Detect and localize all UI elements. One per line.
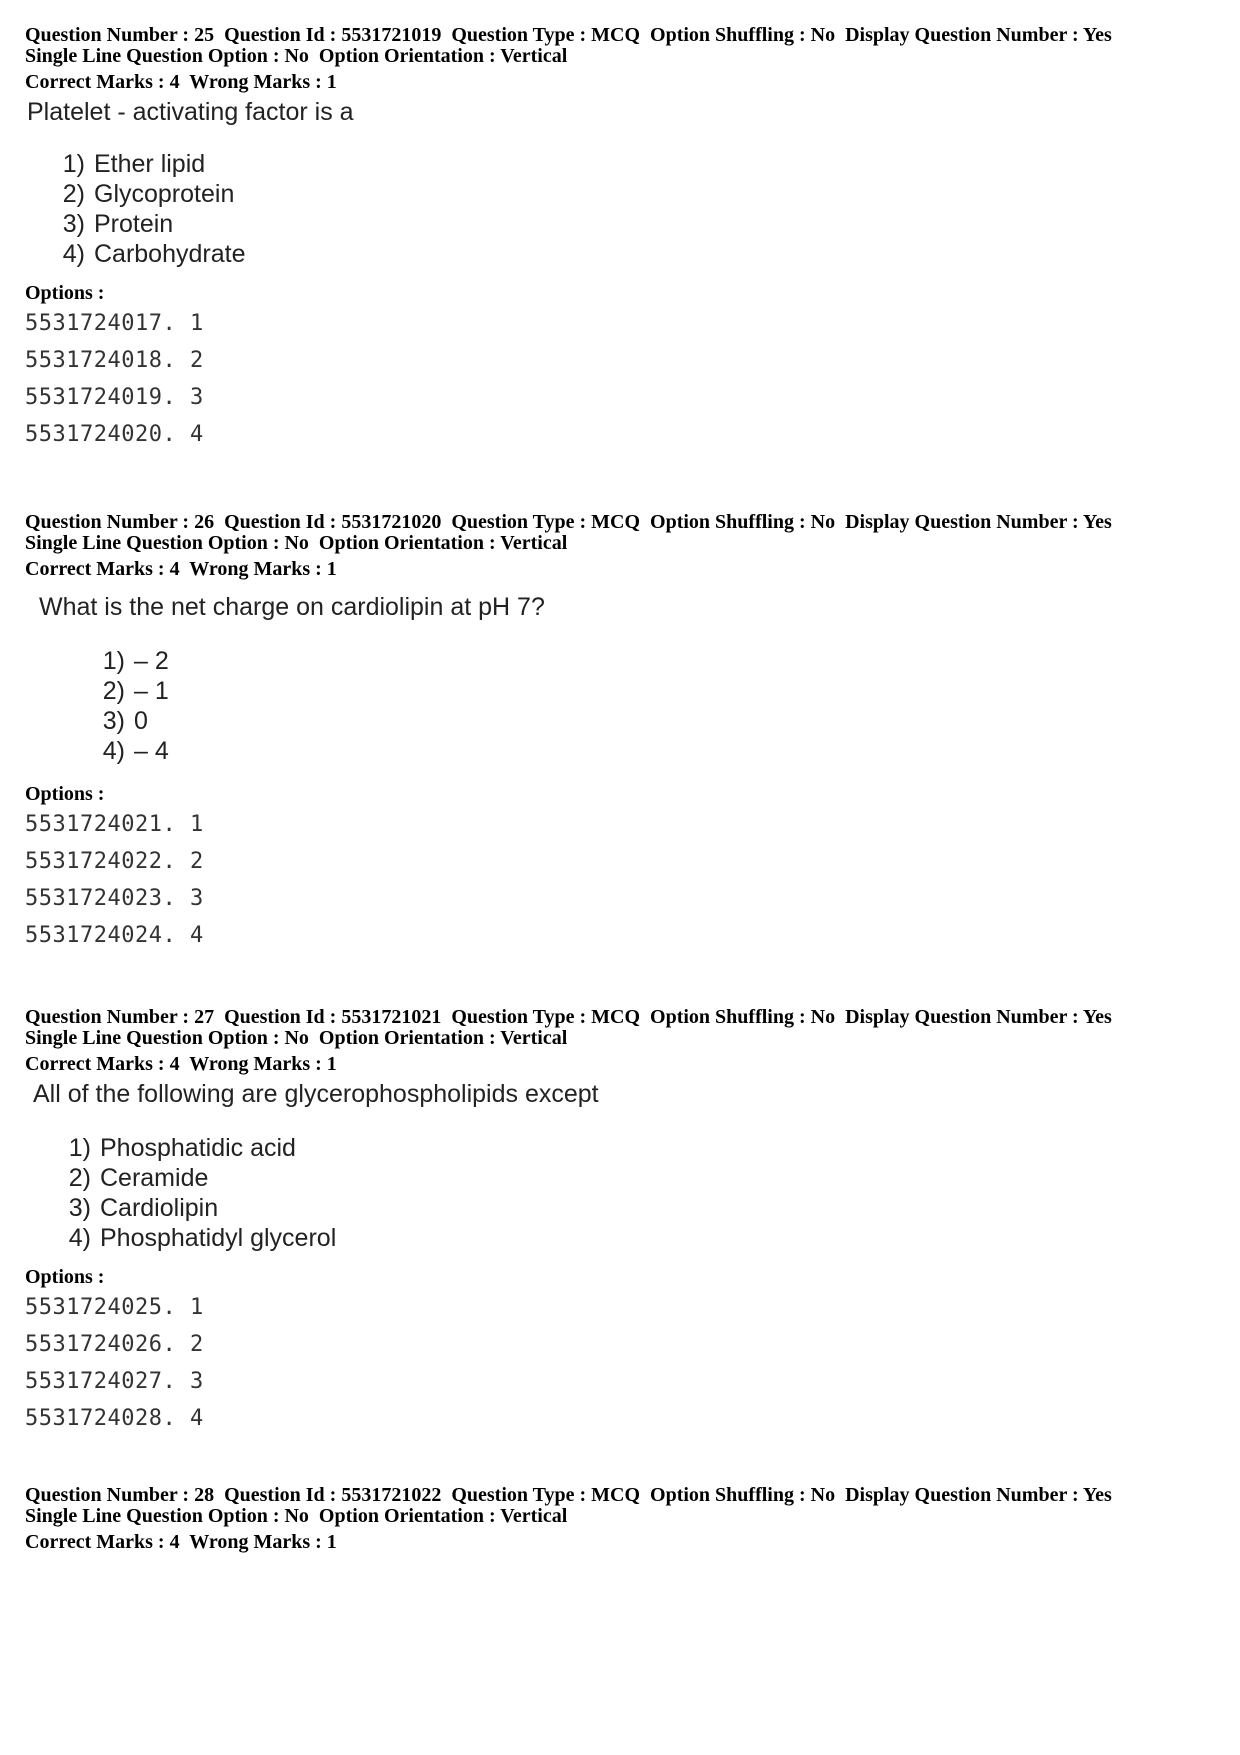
marks-line: Correct Marks : 4 Wrong Marks : 1 <box>25 71 337 93</box>
answer-choices <box>25 1133 1215 1253</box>
question-meta-line-2: Single Line Question Option : No Option Orientation : Vertical <box>25 532 568 554</box>
question-meta-line-1: Question Number : 26 Question Id : 5531721020 Question Type : MCQ Option Shuffling : No Display Question Number : Yes <box>25 511 1112 533</box>
options-label: Options : <box>25 282 105 304</box>
marks-line: Correct Marks : 4 Wrong Marks : 1 <box>25 1053 337 1075</box>
choice-item: 2) – 1 <box>102 677 169 705</box>
option-line: 5531724022. 2 <box>25 849 204 874</box>
choice-item: 4) Carbohydrate <box>62 240 246 268</box>
choice-item: 1) Phosphatidic acid <box>68 1134 296 1162</box>
option-line: 5531724019. 3 <box>25 385 204 410</box>
question-meta-line-2: Single Line Question Option : No Option Orientation : Vertical <box>25 1505 568 1527</box>
option-line: 5531724027. 3 <box>25 1369 204 1394</box>
question-image <box>25 592 1215 766</box>
choice-item: 1) Ether lipid <box>62 150 206 178</box>
choice-item: 4) Phosphatidyl glycerol <box>68 1224 337 1252</box>
choice-item: 3) Cardiolipin <box>68 1194 219 1222</box>
marks-line: Correct Marks : 4 Wrong Marks : 1 <box>25 558 337 580</box>
option-line: 5531724017. 1 <box>25 311 204 336</box>
choice-item: 4) – 4 <box>102 737 169 765</box>
question-meta-line-1: Question Number : 28 Question Id : 5531721022 Question Type : MCQ Option Shuffling : No Display Question Number : Yes <box>25 1484 1112 1506</box>
options-label: Options : <box>25 783 105 805</box>
choice-item: 1) – 2 <box>102 647 169 675</box>
option-line: 5531724024. 4 <box>25 923 204 948</box>
question-meta-line-1: Question Number : 25 Question Id : 5531721019 Question Type : MCQ Option Shuffling : No Display Question Number : Yes <box>25 24 1112 46</box>
question-25 <box>25 25 1215 453</box>
option-line: 5531724018. 2 <box>25 348 204 373</box>
choice-item: 2) Ceramide <box>68 1164 209 1192</box>
question-text: What is the net charge on cardiolipin at pH 7? <box>39 593 545 621</box>
answer-choices <box>25 646 1215 766</box>
option-line: 5531724020. 4 <box>25 422 204 447</box>
question-meta-line-2: Single Line Question Option : No Option Orientation : Vertical <box>25 45 568 67</box>
answer-choices <box>25 149 1215 269</box>
question-meta-line-1: Question Number : 27 Question Id : 5531721021 Question Type : MCQ Option Shuffling : No Display Question Number : Yes <box>25 1006 1112 1028</box>
question-text: All of the following are glycerophospholipids except <box>33 1080 599 1108</box>
option-line: 5531724025. 1 <box>25 1295 204 1320</box>
option-line: 5531724021. 1 <box>25 812 204 837</box>
question-27 <box>25 1007 1215 1437</box>
question-26 <box>25 512 1215 954</box>
option-line: 5531724028. 4 <box>25 1406 204 1431</box>
choice-item: 2) Glycoprotein <box>62 180 235 208</box>
question-image <box>25 97 1215 269</box>
options-label: Options : <box>25 1266 105 1288</box>
marks-line: Correct Marks : 4 Wrong Marks : 1 <box>25 1531 337 1553</box>
option-line: 5531724026. 2 <box>25 1332 204 1357</box>
question-meta-line-2: Single Line Question Option : No Option Orientation : Vertical <box>25 1027 568 1049</box>
choice-item: 3) 0 <box>102 707 148 735</box>
question-28 <box>25 1485 1215 1553</box>
option-line: 5531724023. 3 <box>25 886 204 911</box>
question-image <box>25 1079 1215 1253</box>
choice-item: 3) Protein <box>62 210 174 238</box>
question-text: Platelet - activating factor is a <box>27 98 354 126</box>
